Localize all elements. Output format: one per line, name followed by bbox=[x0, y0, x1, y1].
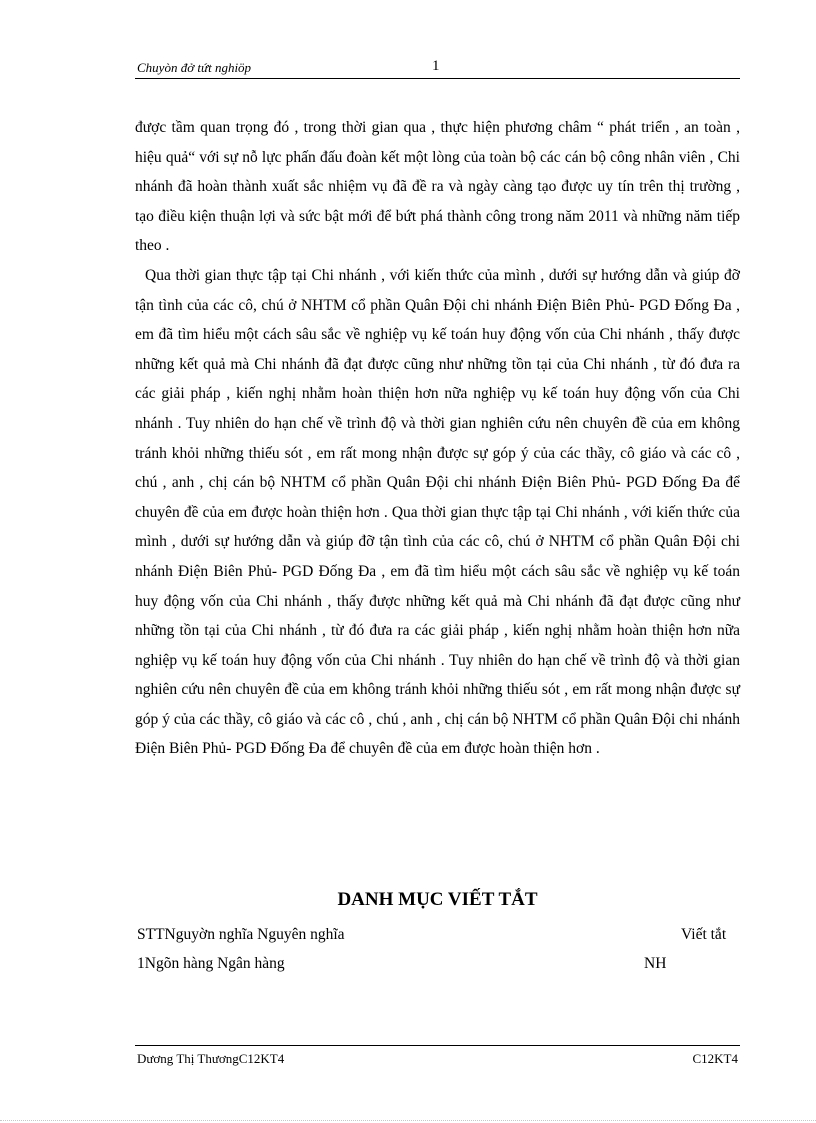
abbreviations-header-row bbox=[135, 926, 740, 948]
page-number: 1 bbox=[432, 58, 440, 74]
abbreviation-code: NH bbox=[644, 955, 667, 972]
paragraph: Qua thời gian thực tập tại Chi nhánh , với kiến thức của mình , dưới sự hướng dẫn và giúp đỡ tận tình của các cô, chú ở NHTM cổ phần Quân Đội chi nhánh Điện Biên Phủ- PGD Đống Đa , em đã tìm hiểu một cách sâu sắc về nghiệp vụ kế toán huy động vốn của Chi nhánh , thấy được những kết quả mà Chi nhánh đã đạt được cũng như những tồn tại của Chi nhánh , từ đó đưa ra các giải pháp , kiến nghị nhằm hoàn thiện hơn nữa nghiệp vụ kế toán huy động vốn của Chi nhánh . Tuy nhiên do hạn chế về trình độ và thời gian nghiên cứu nên chuyên đề của em không tránh khỏi những thiếu sót , em rất mong nhận được sự góp ý của các thầy, cô giáo và các cô , chú , anh , chị cán bộ NHTM cổ phần Quân Đội chi nhánh Điện Biên Phủ- PGD Đống Đa để chuyên đề của em được hoàn thiện hơn . Qua thời gian thực tập tại Chi nhánh , với kiến thức của mình , dưới sự hướng dẫn và giúp đỡ tận tình của các cô, chú ở NHTM cổ phần Quân Đội chi nhánh Điện Biên Phủ- PGD Đống Đa , em đã tìm hiểu một cách sâu sắc về nghiệp vụ kế toán huy động vốn của Chi nhánh , thấy được những kết quả mà Chi nhánh đã đạt được cũng như những tồn tại của Chi nhánh , từ đó đưa ra các giải pháp , kiến nghị nhằm hoàn thiện hơn nữa nghiệp vụ kế toán huy động vốn của Chi nhánh . Tuy nhiên do hạn chế về trình độ và thời gian nghiên cứu nên chuyên đề của em không tránh khỏi những thiếu sót , em rất mong nhận được sự góp ý của các thầy, cô giáo và các cô , chú , anh , chị cán bộ NHTM cổ phần Quân Đội chi nhánh Điện Biên Phủ- PGD Đống Đa để chuyên đề của em được hoàn thiện hơn . bbox=[135, 266, 740, 758]
abbreviations-header-meaning: STTNguyờn nghĩa Nguyên nghĩa bbox=[137, 926, 345, 943]
body-text bbox=[135, 113, 740, 764]
paragraph: được tầm quan trọng đó , trong thời gian qua , thực hiện phương châm “ phát triển , an toàn , hiệu quả“ với sự nỗ lực phấn đấu đoàn kết một lòng của toàn bộ các cán bộ công nhân viên , Chi nhánh đã hoàn thành xuất sắc nhiệm vụ đã đề ra và ngày càng tạo được uy tín trên thị trường , tạo điều kiện thuận lợi và sức bật mới để bứt phá thành công trong năm 2011 và những năm tiếp theo . bbox=[135, 119, 740, 255]
footer-author: Dương Thị ThươngC12KT4 bbox=[137, 1051, 285, 1066]
table-row bbox=[135, 955, 740, 977]
abbreviation-meaning: 1Ngõn hàng Ngân hàng bbox=[137, 955, 285, 972]
footer-class-code: C12KT4 bbox=[692, 1051, 738, 1066]
header-title: Chuyòn đở tứt nghiöp bbox=[137, 60, 252, 75]
page-footer bbox=[135, 1045, 740, 1068]
page-header bbox=[135, 60, 740, 79]
abbreviations-title: DANH MỤC VIẾT TẮT bbox=[337, 889, 538, 910]
abbreviations-header-abbr: Viết tắt bbox=[681, 926, 727, 943]
page-edge-divider bbox=[0, 1120, 816, 1121]
